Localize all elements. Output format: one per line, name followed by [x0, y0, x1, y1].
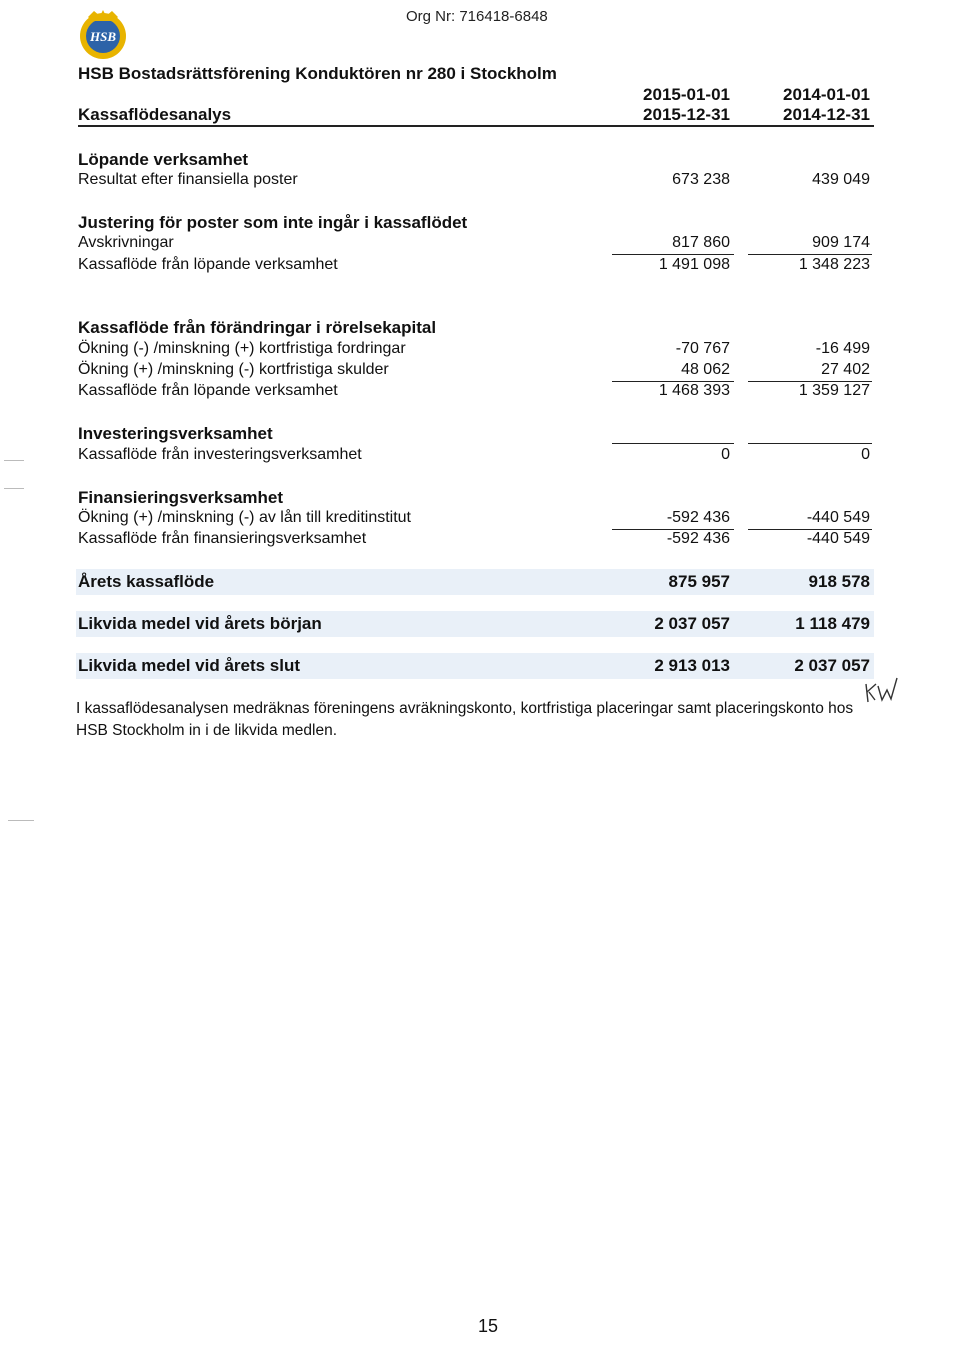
subtotal-rule	[612, 443, 734, 444]
section-heading: Finansieringsverksamhet	[78, 488, 284, 507]
table-row: Ökning (+) /minskning (-) kortfristiga skulder 48 062 27 402	[78, 361, 870, 378]
svg-text:HSB: HSB	[89, 29, 117, 44]
col1-from: 2015-01-01	[643, 85, 730, 104]
section-heading: Löpande verksamhet	[78, 150, 249, 169]
header-divider	[78, 125, 874, 127]
footnote: I kassaflödesanalysen medräknas föreningens avräkningskonto, kortfristiga placeringar samt placeringskonto hos HSB Stockholm in i de likvida medlen.	[76, 700, 854, 739]
page-number: 15	[478, 1316, 499, 1336]
col2-from: 2014-01-01	[783, 85, 870, 104]
table-row: Kassaflöde från investeringsverksamhet 0 0	[78, 446, 870, 463]
table-row: Resultat efter finansiella poster 673 238 439 049	[78, 171, 870, 188]
org-number: Org Nr: 716418-6848	[406, 8, 548, 25]
section-heading: Kassaflöde från förändringar i rörelsekapital	[78, 318, 437, 337]
section-heading: Justering för poster som inte ingår i kassaflödet	[78, 213, 468, 232]
statement-title: Kassaflödesanalys	[78, 105, 232, 124]
col2-to: 2014-12-31	[783, 105, 870, 124]
subtotal-rule	[612, 254, 734, 255]
handwritten-initials	[860, 672, 910, 706]
table-row: Ökning (+) /minskning (-) av lån till kreditinstitut -592 436 -440 549	[78, 509, 870, 526]
total-row-likvida-borjan: Likvida medel vid årets början 2 037 057 1 118 479	[78, 614, 870, 633]
column-header-from	[78, 85, 874, 107]
total-row-arets-kassaflode: Årets kassaflöde 875 957 918 578	[78, 572, 870, 591]
subtotal-rule	[748, 254, 872, 255]
table-row: Kassaflöde från finansieringsverksamhet -592 436 -440 549	[78, 530, 870, 547]
table-row: Kassaflöde från löpande verksamhet 1 491 098 1 348 223	[78, 256, 870, 273]
scan-mark	[4, 488, 24, 489]
col1-to: 2015-12-31	[643, 105, 730, 124]
scan-mark	[4, 460, 24, 461]
association-name: HSB Bostadsrättsförening Konduktören nr 280 i Stockholm	[78, 64, 557, 83]
table-row: Avskrivningar 817 860 909 174	[78, 234, 870, 251]
hsb-logo-icon	[76, 7, 130, 61]
total-row-likvida-slut: Likvida medel vid årets slut 2 913 013 2 037 057	[78, 656, 870, 675]
table-row: Ökning (-) /minskning (+) kortfristiga fordringar -70 767 -16 499	[78, 340, 870, 357]
column-header-to	[78, 105, 874, 127]
table-row: Kassaflöde från löpande verksamhet 1 468 393 1 359 127	[78, 382, 870, 399]
section-heading: Investeringsverksamhet	[78, 424, 273, 443]
scan-mark	[8, 820, 34, 821]
subtotal-rule	[748, 443, 872, 444]
